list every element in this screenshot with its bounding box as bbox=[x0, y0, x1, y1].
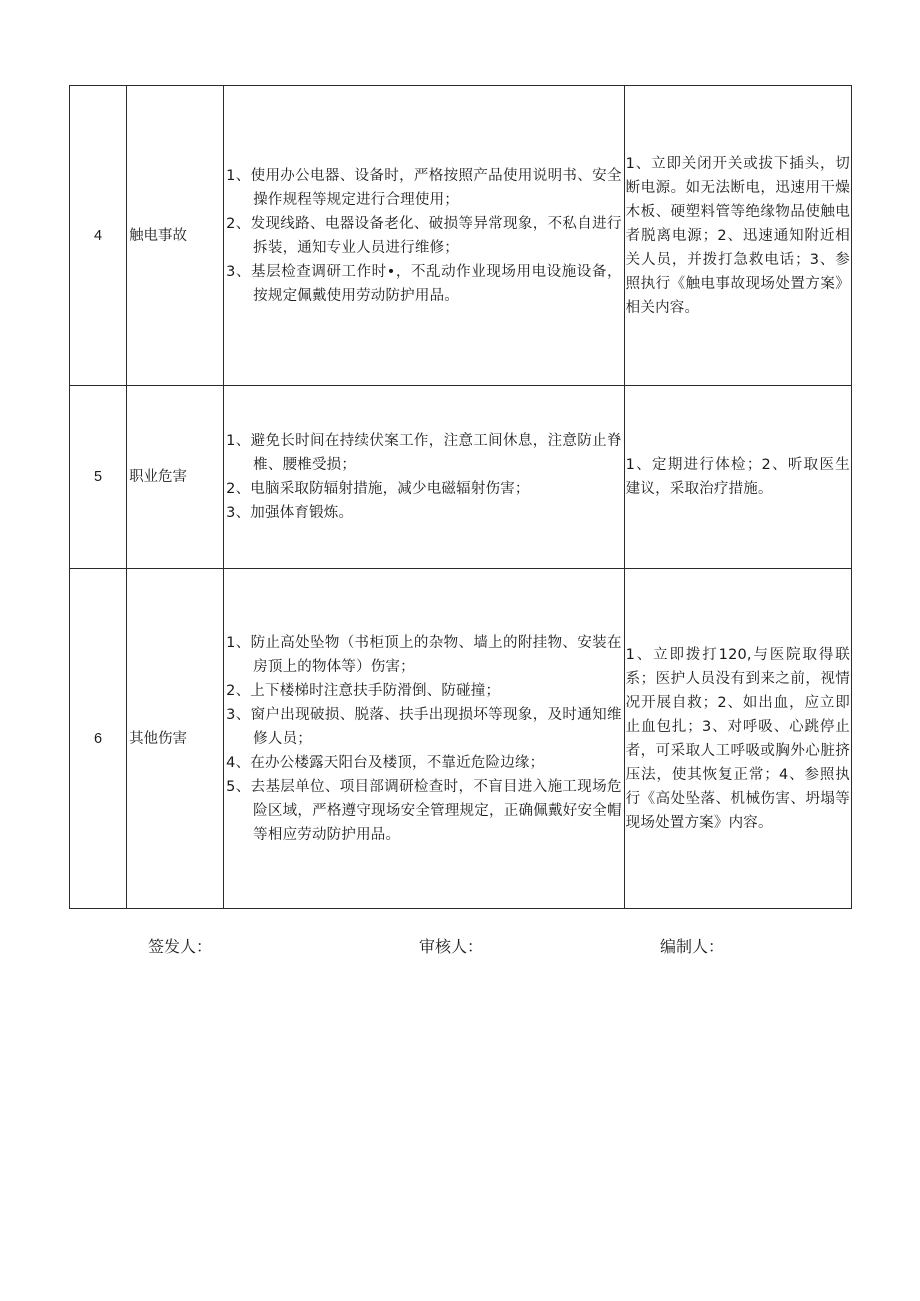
hazard-table bbox=[69, 85, 852, 909]
measure-item: 2、上下楼梯时注意扶手防滑倒、防碰撞； bbox=[226, 682, 501, 699]
emergency-response: 1、立即拨打120,与医院取得联系；医护人员没有到来之前，视情况开展自救；2、如出血，应立即止血包扎；3、对呼吸、心跳停止者，可采取人工呼吸或胸外心脏挤压法，使其恢复正常；4、参照执行《高处坠落、机械伤害、坍塌等现场处置方案》内容。 bbox=[624, 569, 851, 909]
prevention-measures bbox=[224, 569, 625, 909]
table-row bbox=[70, 86, 852, 386]
prevention-measures bbox=[224, 386, 625, 569]
measure-item: 1、防止高处坠物（书柜顶上的杂物、墙上的附挂物、安装在房顶上的物体等）伤害； bbox=[226, 634, 622, 675]
hazard-name: 触电事故 bbox=[127, 86, 224, 386]
hazard-name: 职业危害 bbox=[127, 386, 224, 569]
compiler-label: 编制人： bbox=[660, 937, 725, 956]
measure-item: 2、发现线路、电器设备老化、破损等异常现象，不私自进行拆装，通知专业人员进行维修； bbox=[226, 215, 622, 256]
signature-line bbox=[0, 934, 920, 960]
measure-item: 3、加强体育锻炼。 bbox=[226, 505, 354, 521]
table-row bbox=[70, 569, 852, 909]
row-number: 5 bbox=[70, 386, 127, 569]
issuer-label: 签发人： bbox=[148, 937, 213, 956]
emergency-response: 1、立即关闭开关或拔下插头，切断电源。如无法断电，迅速用干燥木板、硬塑料管等绝缘物品使触电者脱离电源；2、迅速通知附近相关人员，并拨打急救电话；3、参照执行《触电事故现场处置方案》相关内容。 bbox=[624, 86, 851, 386]
row-number: 4 bbox=[70, 86, 127, 386]
hazard-name: 其他伤害 bbox=[127, 569, 224, 909]
reviewer-label: 审核人： bbox=[419, 937, 484, 956]
prevention-measures bbox=[224, 86, 625, 386]
table-row bbox=[70, 386, 852, 569]
measure-item: 1、避免长时间在持续伏案工作，注意工间休息，注意防止脊椎、腰椎受损； bbox=[226, 433, 622, 473]
measure-item: 5、去基层单位、项目部调研检查时，不盲目进入施工现场危险区域，严格遵守现场安全管理规定，正确佩戴好安全帽等相应劳动防护用品。 bbox=[226, 778, 622, 843]
measure-item: 3、窗户出现破损、脱落、扶手出现损坏等现象，及时通知维修人员； bbox=[226, 706, 622, 747]
measure-item: 2、电脑采取防辐射措施，减少电磁辐射伤害； bbox=[226, 481, 530, 497]
measure-item: 4、在办公楼露天阳台及楼顶，不靠近危险边缘； bbox=[226, 754, 545, 771]
row-number: 6 bbox=[70, 569, 127, 909]
measure-item: 3、基层检查调研工作时•，不乱动作业现场用电设施设备，按规定佩戴使用劳动防护用品。 bbox=[226, 263, 622, 304]
emergency-response: 1、定期进行体检；2、听取医生建议，采取治疗措施。 bbox=[624, 386, 851, 569]
measure-item: 1、使用办公电器、设备时，严格按照产品使用说明书、安全操作规程等规定进行合理使用； bbox=[226, 167, 622, 208]
